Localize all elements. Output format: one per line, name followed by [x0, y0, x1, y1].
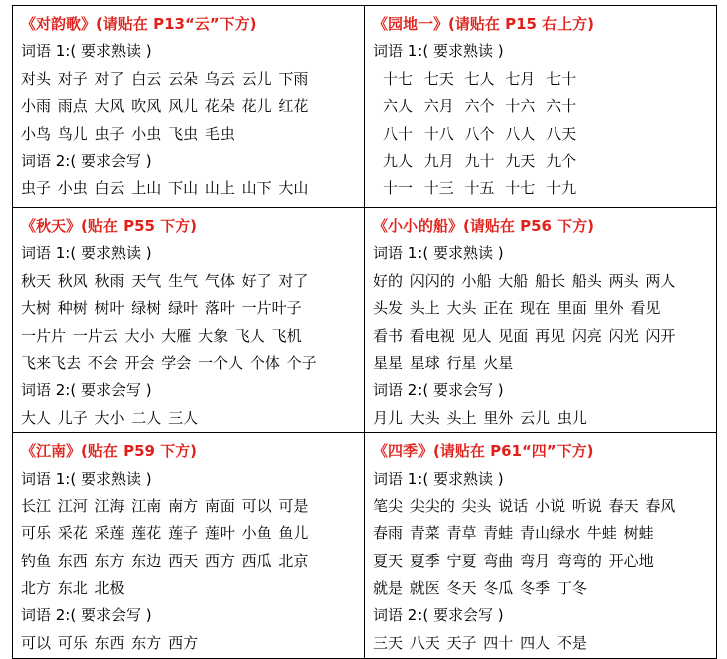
- lesson-cell-siji: [365, 433, 717, 659]
- lesson-title: 《对韵歌》(请贴在 P13“云”下方): [21, 15, 257, 33]
- word-list-table: [12, 5, 717, 659]
- word-line: 八十 十八 八个 八人 八天: [383, 124, 577, 143]
- word-line: 大人 儿子 大小 二人 三人: [21, 408, 199, 427]
- word-line: 秋天 秋风 秋雨 天气 生气 气体 好了 对了: [21, 271, 309, 290]
- lesson-title: 《秋天》(贴在 P55 下方): [21, 217, 198, 235]
- word-line: 好的 闪闪的 小船 大船 船长 船头 两头 两人: [373, 271, 676, 290]
- word-line: 笔尖 尖尖的 尖头 说话 小说 听说 春天 春风: [373, 496, 676, 515]
- word-line: 可乐 采花 采莲 莲花 莲子 莲叶 小鱼 鱼儿: [21, 524, 309, 543]
- word-line: 可以 可乐 东西 东方 西方: [21, 633, 199, 652]
- vocab-heading: 词语 1:( 要求熟读 ): [373, 469, 504, 488]
- word-line: 六人 六月 六个 十六 六十: [383, 97, 577, 116]
- vocab-heading: 词语 2:( 要求会写 ): [373, 381, 504, 400]
- word-line: 对头 对子 对了 白云 云朵 乌云 云儿 下雨: [21, 69, 309, 88]
- word-line: 就是 就医 冬天 冬瓜 冬季 丁冬: [373, 579, 587, 598]
- lesson-title: 《小小的船》(请贴在 P56 下方): [373, 217, 595, 235]
- word-line: 夏天 夏季 宁夏 弯曲 弯月 弯弯的 开心地: [373, 551, 654, 570]
- vocab-heading: 词语 1:( 要求熟读 ): [373, 244, 504, 263]
- word-line: 一片片 一片云 大小 大雁 大象 飞人 飞机: [21, 326, 302, 345]
- table-row: [13, 208, 717, 433]
- word-line: 小雨 雨点 大风 吹风 风儿 花朵 花儿 红花: [21, 97, 309, 116]
- word-line: 长江 江河 江海 江南 南方 南面 可以 可是: [21, 496, 309, 515]
- vocab-heading: 词语 2:( 要求会写 ): [21, 606, 152, 625]
- word-line: 大树 种树 树叶 绿树 绿叶 落叶 一片叶子: [21, 299, 302, 318]
- lesson-title: 《江南》(贴在 P59 下方): [21, 442, 198, 461]
- word-line: 星星 星球 行星 火星: [373, 353, 514, 372]
- word-line: 三天 八天 天子 四十 四人 不是: [373, 633, 587, 652]
- table-row: [13, 433, 717, 659]
- vocab-heading: 词语 1:( 要求熟读 ): [21, 469, 152, 488]
- lesson-cell-jiangnan: [13, 433, 365, 659]
- vocab-heading: 词语 1:( 要求熟读 ): [21, 244, 152, 263]
- lesson-cell-qiutian: [13, 208, 365, 433]
- word-line: 小鸟 鸟儿 虫子 小虫 飞虫 毛虫: [21, 124, 235, 143]
- word-line: 看书 看电视 见人 见面 再见 闪亮 闪光 闪开: [373, 326, 676, 345]
- word-line: 九人 九月 九十 九天 九个: [383, 151, 577, 170]
- word-line: 北方 东北 北极: [21, 579, 125, 598]
- word-line: 月儿 大头 头上 里外 云儿 虫儿: [373, 408, 587, 427]
- vocab-heading: 词语 1:( 要求熟读 ): [21, 42, 152, 61]
- word-line: 虫子 小虫 白云 上山 下山 山上 山下 大山: [21, 179, 309, 198]
- word-line: 十七 七天 七人 七月 七十: [383, 69, 577, 88]
- vocab-heading: 词语 2:( 要求会写 ): [373, 606, 504, 625]
- word-line: 春雨 青菜 青草 青蛙 青山绿水 牛蛙 树蛙: [373, 524, 654, 543]
- word-line: 飞来飞去 不会 开会 学会 一个人 个体 个子: [21, 353, 317, 372]
- vocab-heading: 词语 2:( 要求会写 ): [21, 151, 152, 170]
- lesson-cell-duiyunge: [13, 6, 365, 208]
- vocab-heading: 词语 1:( 要求熟读 ): [373, 42, 504, 61]
- lesson-cell-xiaoxiao-de-chuan: [365, 208, 717, 433]
- lesson-cell-yuandi-yi: [365, 6, 717, 208]
- vocab-heading: 词语 2:( 要求会写 ): [21, 381, 152, 400]
- word-line: 钓鱼 东西 东方 东边 西天 西方 西瓜 北京: [21, 551, 309, 570]
- word-line: 十一 十三 十五 十七 十九: [383, 179, 577, 198]
- word-line: 头发 头上 大头 正在 现在 里面 里外 看见: [373, 299, 661, 318]
- lesson-title: 《四季》(请贴在 P61“四”下方): [373, 442, 594, 461]
- lesson-title: 《园地一》(请贴在 P15 右上方): [373, 15, 595, 33]
- table-row: [13, 6, 717, 208]
